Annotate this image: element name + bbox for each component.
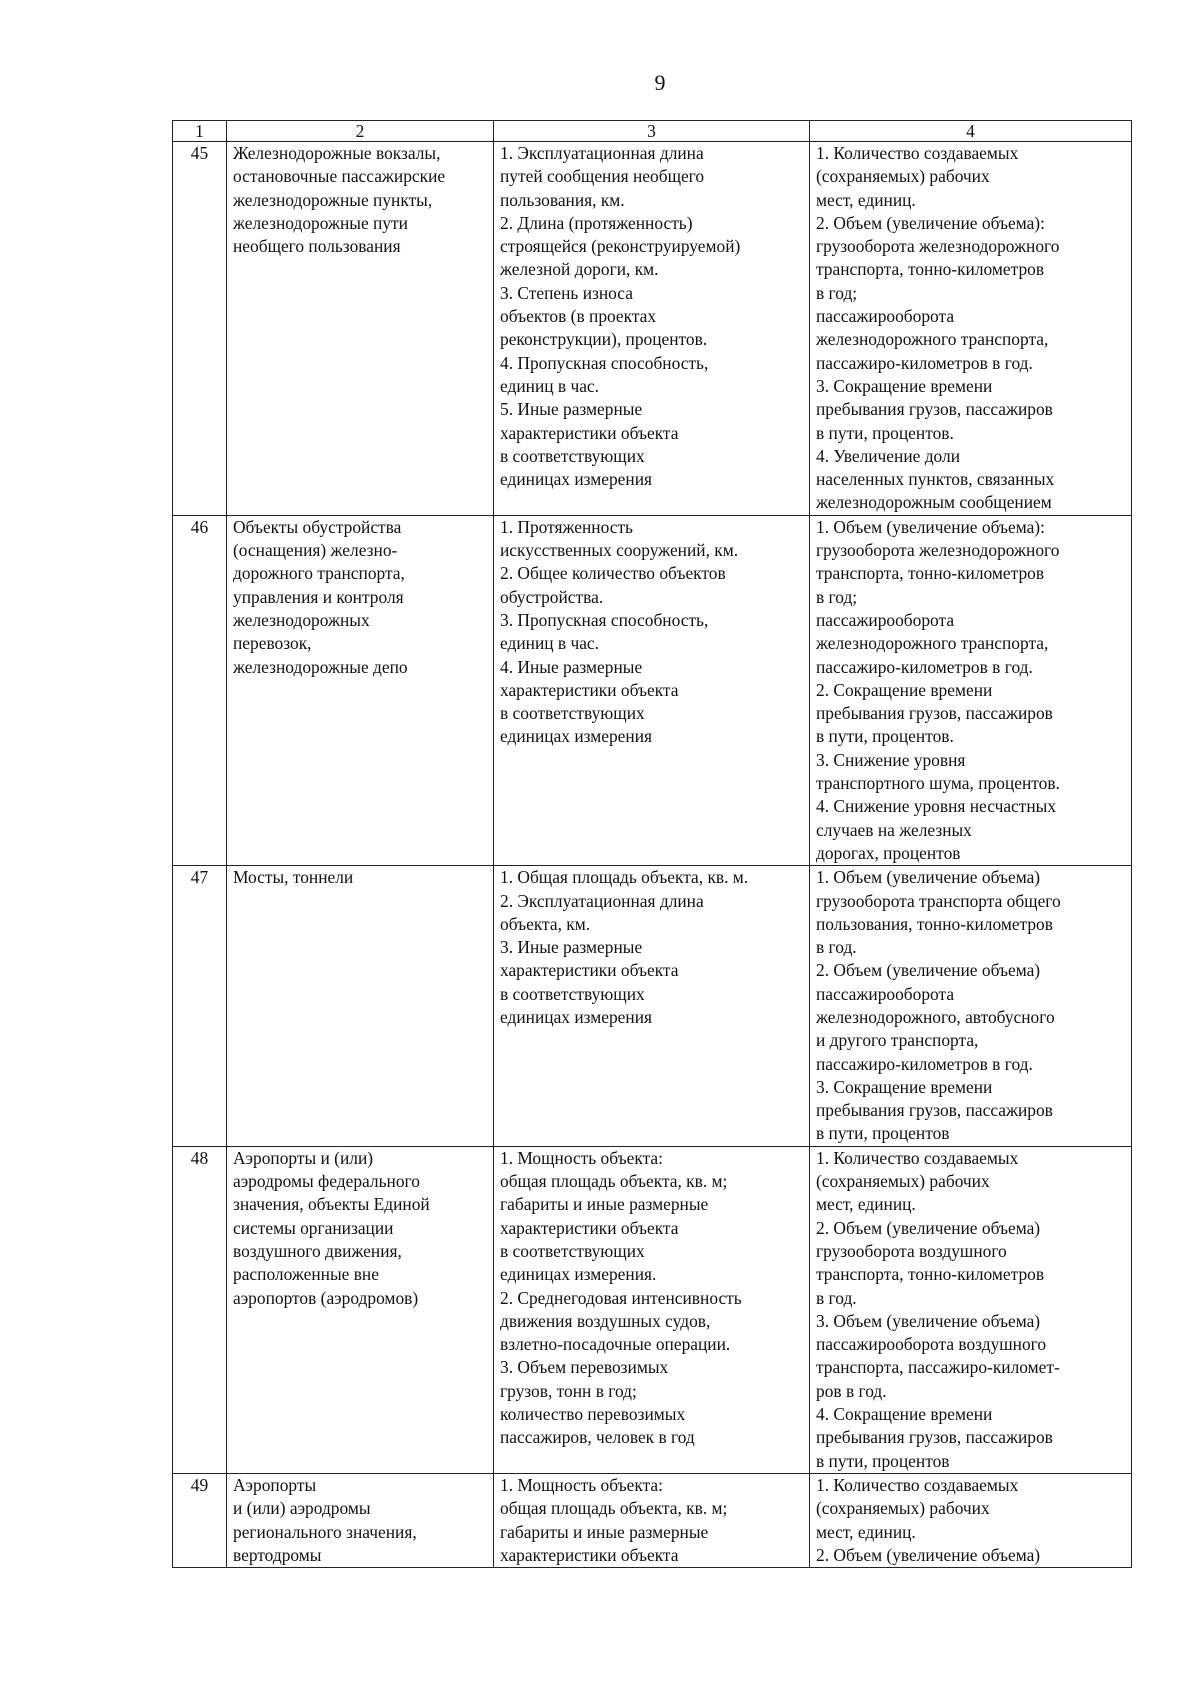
cell-text-line: 2. Объем (увеличение объема) <box>816 1544 1041 1565</box>
cell-text-line: единиц в час. <box>500 375 600 396</box>
cell-text-line: случаев на железных <box>816 819 972 840</box>
cell-text-line: единицах измерения <box>500 1006 653 1027</box>
cell-text-line: путей сообщения необщего <box>500 166 705 187</box>
cell-text-line: системы организации <box>233 1217 394 1238</box>
cell-text-line: пассажиро-километров в год. <box>816 1053 1033 1074</box>
cell-text-line: остановочные пассажирские <box>233 166 446 187</box>
cell-text-line: единицах измерения. <box>500 1264 657 1285</box>
cell-text-line: железной дороги, км. <box>500 259 659 280</box>
cell-text-line: транспорта, тонно-километров <box>816 563 1045 584</box>
cell-text-line: в соответствующих <box>500 703 645 724</box>
cell-text-line: в год; <box>816 282 858 303</box>
cell-text-line: 2. Объем (увеличение объема) <box>816 960 1041 981</box>
table-row <box>173 515 1132 865</box>
table-row <box>173 866 1132 1147</box>
cell-text-line: пребывания грузов, пассажиров <box>816 399 1053 420</box>
cell-text-line: железнодорожного транспорта, <box>816 633 1049 654</box>
cell-text-line: 3. Сокращение времени <box>816 375 993 396</box>
cell-text-line: ров в год. <box>816 1380 887 1401</box>
cell-text-line: железнодорожного транспорта, <box>816 329 1049 350</box>
cell-text-line: 3. Объем перевозимых <box>500 1357 669 1378</box>
performance-indicators-cell <box>810 866 1132 1147</box>
header-col-4: 4 <box>810 121 1132 142</box>
cell-text-line: необщего пользования <box>233 236 401 257</box>
document-table <box>172 120 1132 1568</box>
cell-text-line: грузооборота транспорта общего <box>816 890 1061 911</box>
cell-text-line: характеристики объекта <box>500 422 679 443</box>
cell-text-line: в соответствующих <box>500 1240 645 1261</box>
cell-text-line: движения воздушных судов, <box>500 1310 711 1331</box>
cell-text-line: грузов, тонн в год; <box>500 1380 637 1401</box>
row-number-cell: 47 <box>173 866 227 1147</box>
cell-text-line: 2. Длина (протяженность) <box>500 212 693 233</box>
cell-text-line: регионального значения, <box>233 1521 417 1542</box>
row-number-cell: 45 <box>173 142 227 516</box>
cell-text-line: 4. Снижение уровня несчастных <box>816 796 1057 817</box>
cell-text-line: (сохраняемых) рабочих <box>816 1498 990 1519</box>
cell-text-line: количество перевозимых <box>500 1404 686 1425</box>
cell-text-line: мест, единиц. <box>816 1194 916 1215</box>
cell-text-line: пользования, км. <box>500 189 625 210</box>
cell-text-line: железнодорожные депо <box>233 656 408 677</box>
cell-text-line: 1. Эксплуатационная длина <box>500 143 704 163</box>
row-number-cell: 46 <box>173 515 227 865</box>
cell-text-line: 1. Объем (увеличение объема): <box>816 516 1045 537</box>
cell-text-line: общая площадь объекта, кв. м; <box>500 1498 728 1519</box>
cell-text-line: габариты и иные размерные <box>500 1521 709 1542</box>
cell-text-line: характеристики объекта <box>500 1217 679 1238</box>
object-type-cell <box>227 866 494 1147</box>
cell-text-line: железнодорожные пункты, <box>233 189 433 210</box>
cell-text-line: Аэропорты <box>233 1474 317 1495</box>
cell-text-line: 3. Иные размерные <box>500 937 643 958</box>
cell-text-line: в соответствующих <box>500 983 645 1004</box>
cell-text-line: общая площадь объекта, кв. м; <box>500 1171 728 1192</box>
object-characteristics-cell <box>494 142 810 516</box>
cell-text-line: характеристики объекта <box>500 960 679 981</box>
cell-text-line: пассажиро-километров в год. <box>816 352 1033 373</box>
table-row <box>173 142 1132 516</box>
cell-text-line: дорожного транспорта, <box>233 563 405 584</box>
cell-text-line: обустройства. <box>500 586 604 607</box>
header-col-2: 2 <box>227 121 494 142</box>
cell-text-line: Объекты обустройства <box>233 516 402 537</box>
cell-text-line: пассажиро-километров в год. <box>816 656 1033 677</box>
object-characteristics-cell <box>494 1473 810 1567</box>
cell-text-line: Железнодорожные вокзалы, <box>233 143 441 163</box>
cell-text-line: вертодромы <box>233 1544 322 1565</box>
cell-text-line: пассажирооборота <box>816 306 955 327</box>
cell-text-line: в год; <box>816 586 858 607</box>
cell-text-line: габариты и иные размерные <box>500 1194 709 1215</box>
cell-text-line: характеристики объекта <box>500 679 679 700</box>
cell-text-line: искусственных сооружений, км. <box>500 540 739 561</box>
object-type-cell <box>227 515 494 865</box>
cell-text-line: 2. Сокращение времени <box>816 679 993 700</box>
cell-text-line: аэродромы федерального <box>233 1171 420 1192</box>
cell-text-line: в год. <box>816 1287 857 1308</box>
cell-text-line: железнодорожным сообщением <box>816 492 1052 513</box>
cell-text-line: строящейся (реконструируемой) <box>500 236 741 257</box>
object-characteristics-cell <box>494 866 810 1147</box>
cell-text-line: транспортного шума, процентов. <box>816 773 1060 794</box>
header-col-3: 3 <box>494 121 810 142</box>
cell-text-line: 3. Сокращение времени <box>816 1076 993 1097</box>
object-type-cell <box>227 142 494 516</box>
cell-text-line: значения, объекты Единой <box>233 1194 430 1215</box>
header-col-1: 1 <box>173 121 227 142</box>
cell-text-line: 2. Эксплуатационная длина <box>500 890 704 911</box>
performance-indicators-cell <box>810 142 1132 516</box>
cell-text-line: пользования, тонно-километров <box>816 913 1053 934</box>
cell-text-line: аэропортов (аэродромов) <box>233 1287 419 1308</box>
cell-text-line: грузооборота железнодорожного <box>816 540 1060 561</box>
cell-text-line: 4. Пропускная способность, <box>500 352 709 373</box>
cell-text-line: 5. Иные размерные <box>500 399 643 420</box>
cell-text-line: 3. Степень износа <box>500 282 633 303</box>
cell-text-line: 1. Мощность объекта: <box>500 1474 663 1495</box>
cell-text-line: воздушного движения, <box>233 1240 402 1261</box>
cell-text-line: единицах измерения <box>500 726 653 747</box>
cell-text-line: 2. Среднегодовая интенсивность <box>500 1287 742 1308</box>
cell-text-line: пребывания грузов, пассажиров <box>816 1427 1053 1448</box>
object-type-cell <box>227 1473 494 1567</box>
cell-text-line: железнодорожных <box>233 609 370 630</box>
cell-text-line: дорогах, процентов <box>816 842 961 863</box>
cell-text-line: населенных пунктов, связанных <box>816 469 1055 490</box>
row-number-cell: 48 <box>173 1146 227 1473</box>
cell-text-line: 2. Объем (увеличение объема): <box>816 212 1045 233</box>
cell-text-line: 1. Общая площадь объекта, кв. м. <box>500 867 749 888</box>
cell-text-line: (оснащения) железно- <box>233 540 398 561</box>
cell-text-line: 3. Снижение уровня <box>816 749 966 770</box>
cell-text-line: транспорта, тонно-километров <box>816 1264 1045 1285</box>
cell-text-line: (сохраняемых) рабочих <box>816 1171 990 1192</box>
cell-text-line: пассажирооборота <box>816 609 955 630</box>
cell-text-line: 4. Иные размерные <box>500 656 643 677</box>
performance-indicators-cell <box>810 515 1132 865</box>
cell-text-line: 1. Объем (увеличение объема) <box>816 867 1041 888</box>
cell-text-line: 1. Протяженность <box>500 516 633 537</box>
cell-text-line: единицах измерения <box>500 469 653 490</box>
table-row <box>173 1146 1132 1473</box>
cell-text-line: и (или) аэродромы <box>233 1498 371 1519</box>
cell-text-line: железнодорожные пути <box>233 212 408 233</box>
cell-text-line: пассажиров, человек в год <box>500 1427 695 1448</box>
table-row <box>173 1473 1132 1567</box>
cell-text-line: объекта, км. <box>500 913 591 934</box>
cell-text-line: 1. Количество создаваемых <box>816 1147 1019 1168</box>
cell-text-line: в пути, процентов <box>816 1450 950 1471</box>
cell-text-line: в пути, процентов. <box>816 726 954 747</box>
cell-text-line: грузооборота воздушного <box>816 1240 1007 1261</box>
cell-text-line: пребывания грузов, пассажиров <box>816 703 1053 724</box>
cell-text-line: в пути, процентов <box>816 1123 950 1144</box>
cell-text-line: перевозок, <box>233 633 312 654</box>
cell-text-line: 1. Мощность объекта: <box>500 1147 663 1168</box>
table-header-row <box>173 121 1132 142</box>
cell-text-line: 1. Количество создаваемых <box>816 1474 1019 1495</box>
cell-text-line: управления и контроля <box>233 586 404 607</box>
cell-text-line: (сохраняемых) рабочих <box>816 166 990 187</box>
cell-text-line: объектов (в проектах <box>500 306 657 327</box>
cell-text-line: железнодорожного, автобусного <box>816 1006 1055 1027</box>
cell-text-line: пребывания грузов, пассажиров <box>816 1100 1053 1121</box>
cell-text-line: в соответствующих <box>500 445 645 466</box>
cell-text-line: характеристики объекта <box>500 1544 679 1565</box>
cell-text-line: грузооборота железнодорожного <box>816 236 1060 257</box>
cell-text-line: 2. Общее количество объектов <box>500 563 726 584</box>
cell-text-line: единиц в час. <box>500 633 600 654</box>
object-characteristics-cell <box>494 1146 810 1473</box>
cell-text-line: в пути, процентов. <box>816 422 954 443</box>
table-body <box>173 142 1132 1568</box>
row-number-cell: 49 <box>173 1473 227 1567</box>
cell-text-line: 3. Пропускная способность, <box>500 609 709 630</box>
cell-text-line: транспорта, тонно-километров <box>816 259 1045 280</box>
page-number: 9 <box>654 70 666 95</box>
cell-text-line: реконструкции), процентов. <box>500 329 708 350</box>
cell-text-line: 4. Сокращение времени <box>816 1404 993 1425</box>
performance-indicators-cell <box>810 1473 1132 1567</box>
cell-text-line: Аэропорты и (или) <box>233 1147 374 1168</box>
cell-text-line: взлетно-посадочные операции. <box>500 1334 731 1355</box>
cell-text-line: 4. Увеличение доли <box>816 445 960 466</box>
cell-text-line: мест, единиц. <box>816 189 916 210</box>
cell-text-line: расположенные вне <box>233 1264 379 1285</box>
cell-text-line: пассажирооборота воздушного <box>816 1334 1047 1355</box>
object-characteristics-cell <box>494 515 810 865</box>
cell-text-line: транспорта, пассажиро-километ- <box>816 1357 1060 1378</box>
performance-indicators-cell <box>810 1146 1132 1473</box>
cell-text-line: Мосты, тоннели <box>233 867 354 888</box>
cell-text-line: 1. Количество создаваемых <box>816 143 1019 163</box>
cell-text-line: в год. <box>816 937 857 958</box>
object-type-cell <box>227 1146 494 1473</box>
cell-text-line: мест, единиц. <box>816 1521 916 1542</box>
cell-text-line: пассажирооборота <box>816 983 955 1004</box>
cell-text-line: 3. Объем (увеличение объема) <box>816 1310 1041 1331</box>
cell-text-line: 2. Объем (увеличение объема) <box>816 1217 1041 1238</box>
cell-text-line: и другого транспорта, <box>816 1030 979 1051</box>
